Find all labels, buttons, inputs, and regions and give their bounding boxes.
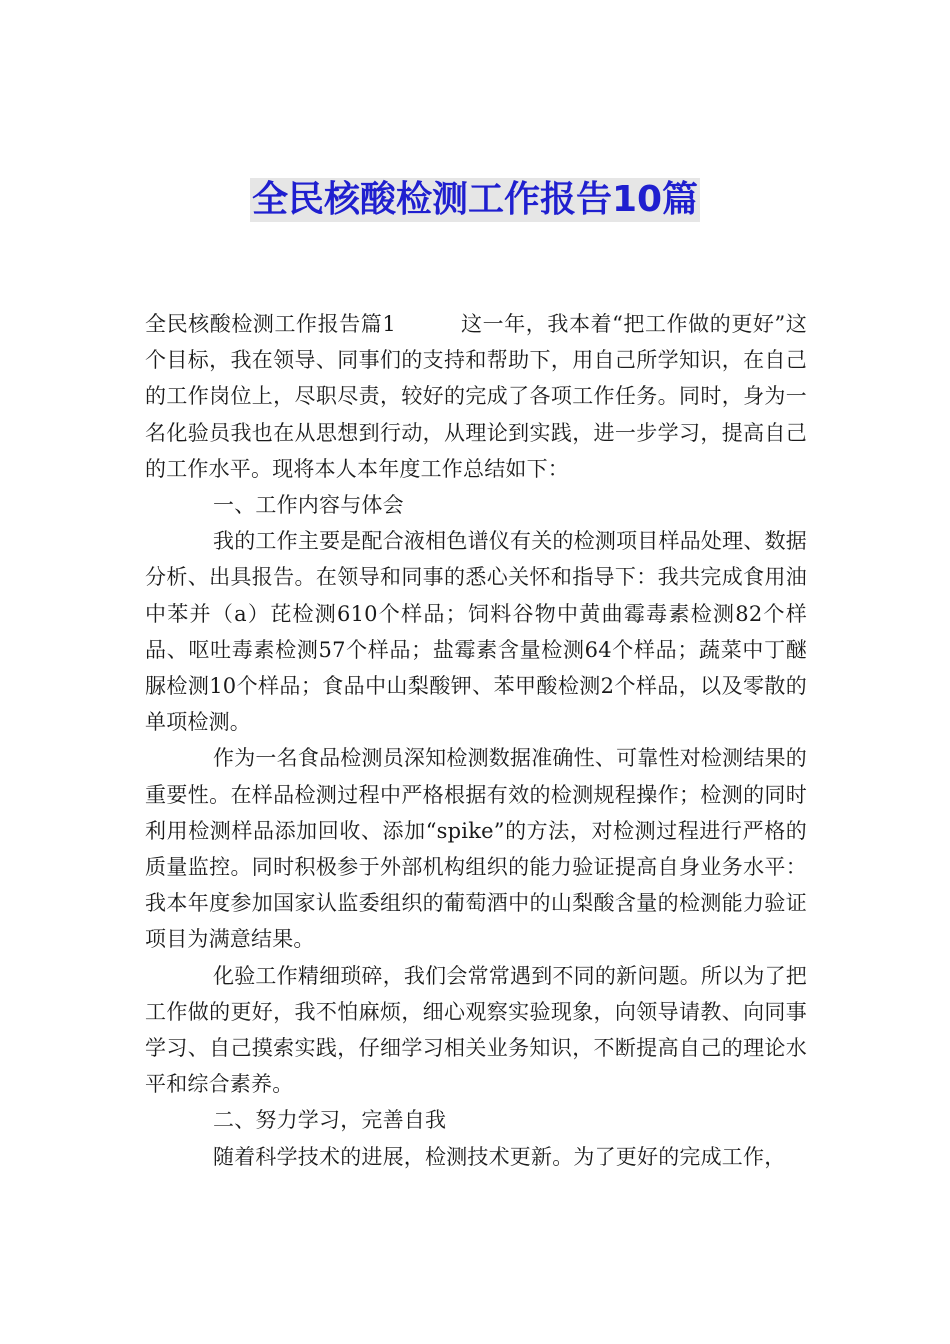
paragraph-quality: 作为一名食品检测员深知检测数据准确性、可靠性对检测结果的重要性。在样品检测过程中严格根据有效的检测规程操作；检测的同时利用检测样品添加回收、添加“spike”的方法，对检测过程进行严格的质量监控。同时积极参于外部机构组织的能力验证提高自身业务水平：我本年度参加国家认监委组织的葡萄酒中的山梨酸含量的检测能力验证项目为满意结果。 — [145, 746, 807, 952]
paragraph-work-content: 我的工作主要是配合液相色谱仪有关的检测项目样品处理、数据分析、出具报告。在领导和同事的悉心关怀和指导下：我共完成食用油中苯并（a）芘检测610个样品；饲料谷物中黄曲霉毒素检测82个样品、呕吐毒素检测57个样品；盐霉素含量检测64个样品；蔬菜中丁醚脲检测10个样品；食品中山梨酸钾、苯甲酸检测2个样品，以及零散的单项检测。 — [145, 529, 807, 735]
section-heading-1: 一、工作内容与体会 — [213, 493, 404, 518]
document-title: 全民核酸检测工作报告10篇 — [251, 179, 699, 220]
title-container — [0, 178, 950, 222]
paragraph-tech-progress: 随着科学技术的进展，检测技术更新。为了更好的完成工作， — [213, 1144, 786, 1169]
paragraph-learning: 化验工作精细琐碎，我们会常常遇到不同的新问题。所以为了把工作做的更好，我不怕麻烦，细心观察实验现象，向领导请教、向同事学习、自己摸索实践，仔细学习相关业务知识，不断提高自己的理论水平和综合素养。 — [145, 963, 807, 1097]
section-heading-2: 二、努力学习，完善自我 — [213, 1108, 447, 1133]
document-body — [145, 306, 807, 1175]
paragraph-intro: 全民核酸检测工作报告篇1 这一年，我本着“把工作做的更好”这个目标，我在领导、同事们的支持和帮助下，用自己所学知识，在自己的工作岗位上，尽职尽责，较好的完成了各项工作任务。同时，身为一名化验员我也在从思想到行动，从理论到实践，进一步学习，提高自己的工作水平。现将本人本年度工作总结如下： — [145, 312, 807, 481]
